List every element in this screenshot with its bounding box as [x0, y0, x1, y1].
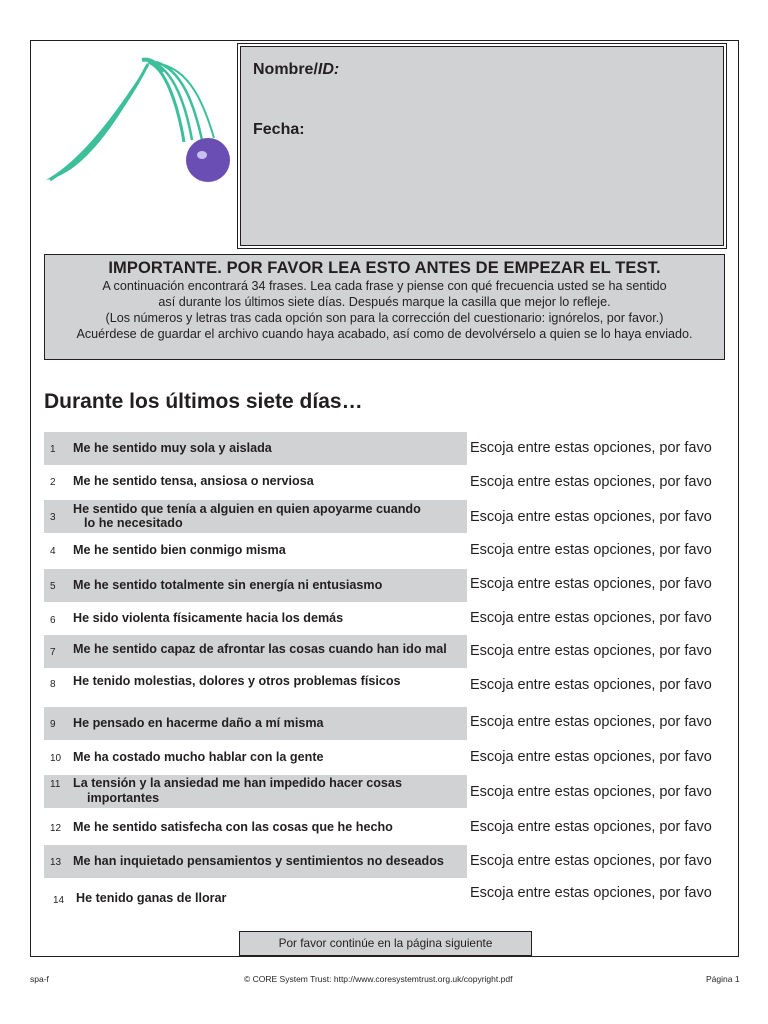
question-text: Me he sentido tensa, ansiosa o nerviosa — [73, 474, 314, 488]
question-number: 11 — [50, 779, 61, 790]
question-row — [44, 534, 467, 567]
answer-dropdown[interactable]: Escoja entre estas opciones, por favo — [470, 784, 712, 800]
question-text: Me he sentido bien conmigo misma — [73, 543, 286, 557]
question-number: 2 — [50, 477, 56, 488]
answer-dropdown[interactable]: Escoja entre estas opciones, por favo — [470, 610, 712, 626]
question-text: La tensión y la ansiedad me han impedido hacer cosas — [73, 776, 402, 790]
core-logo-icon — [44, 56, 234, 186]
question-row — [44, 775, 467, 808]
question-row — [44, 603, 467, 636]
answer-dropdown[interactable]: Escoja entre estas opciones, por favo — [470, 576, 712, 592]
question-row — [44, 811, 467, 844]
question-number: 12 — [50, 823, 62, 834]
answer-dropdown[interactable]: Escoja entre estas opciones, por favo — [470, 542, 712, 558]
footer-page-number: Página 1 — [706, 974, 740, 984]
question-row — [44, 668, 467, 701]
answer-dropdown[interactable]: Escoja entre estas opciones, por favo — [470, 474, 712, 490]
question-number: 3 — [50, 512, 56, 523]
question-text: Me han inquietado pensamientos y sentimientos no deseados — [73, 854, 444, 868]
question-row — [44, 432, 467, 465]
question-number: 14 — [53, 895, 65, 906]
footer-code: spa-f — [30, 974, 49, 984]
question-text: He pensado en hacerme daño a mí misma — [73, 716, 324, 730]
question-row — [44, 879, 467, 912]
question-number: 7 — [50, 647, 56, 658]
question-number: 6 — [50, 615, 56, 626]
answer-dropdown[interactable]: Escoja entre estas opciones, por favo — [470, 440, 712, 456]
footer-copyright: © CORE System Trust: http://www.coresystemtrust.org.uk/copyright.pdf — [244, 974, 513, 984]
question-row — [44, 741, 467, 774]
instructions-line: así durante los últimos siete días. Después marque la casilla que mejor lo refleje. — [158, 295, 611, 309]
question-text: lo he necesitado — [84, 516, 183, 530]
continue-notice: Por favor continúe en la página siguiente — [239, 931, 532, 956]
instructions-line: (Los números y letras tras cada opción son para la corrección del cuestionario: ignórelos, por favor.) — [105, 311, 664, 325]
answer-dropdown[interactable]: Escoja entre estas opciones, por favo — [470, 714, 712, 730]
question-text: Me ha costado mucho hablar con la gente — [73, 750, 324, 764]
instructions-heading: IMPORTANTE. POR FAVOR LEA ESTO ANTES DE EMPEZAR EL TEST. — [108, 259, 661, 277]
answer-dropdown[interactable]: Escoja entre estas opciones, por favo — [470, 853, 712, 869]
question-text: He tenido molestias, dolores y otros problemas físicos — [73, 674, 401, 688]
question-text: Me he sentido satisfecha con las cosas que he hecho — [73, 820, 393, 834]
answer-dropdown[interactable]: Escoja entre estas opciones, por favo — [470, 677, 712, 693]
answer-dropdown[interactable]: Escoja entre estas opciones, por favo — [470, 885, 712, 901]
question-row — [44, 707, 467, 740]
instructions-line: A continuación encontrará 34 frases. Lea cada frase y piense con qué frecuencia usted se ha sentido — [102, 279, 667, 293]
question-text: Me he sentido muy sola y aislada — [73, 441, 272, 455]
instructions-line: Acuérdese de guardar el archivo cuando haya acabado, así como de devolvérselo a quien se lo haya enviado. — [76, 327, 693, 341]
section-heading: Durante los últimos siete días… — [44, 390, 363, 413]
question-row — [44, 500, 467, 533]
question-number: 1 — [50, 444, 56, 455]
answer-dropdown[interactable]: Escoja entre estas opciones, por favo — [470, 819, 712, 835]
question-number: 4 — [50, 546, 56, 557]
instructions-box — [44, 254, 725, 360]
question-number: 5 — [50, 581, 56, 592]
answer-dropdown[interactable]: Escoja entre estas opciones, por favo — [470, 509, 712, 525]
question-number: 9 — [50, 719, 56, 730]
question-text: Me he sentido capaz de afrontar las cosas cuando han ido mal — [73, 642, 447, 656]
question-row — [44, 466, 467, 499]
question-text: He tenido ganas de llorar — [76, 891, 227, 905]
question-text: He sentido que tenía a alguien en quien apoyarme cuando — [73, 502, 421, 516]
name-id-label: Nombre/ID: — [253, 61, 340, 78]
question-number: 13 — [50, 857, 62, 868]
question-row — [44, 569, 467, 602]
question-text: He sido violenta físicamente hacia los demás — [73, 611, 344, 625]
question-row — [44, 635, 467, 668]
question-row — [44, 845, 467, 878]
question-number: 8 — [50, 679, 56, 690]
answer-dropdown[interactable]: Escoja entre estas opciones, por favo — [470, 643, 712, 659]
answer-dropdown[interactable]: Escoja entre estas opciones, por favo — [470, 749, 712, 765]
date-label: Fecha: — [253, 121, 305, 138]
question-text: Me he sentido totalmente sin energía ni entusiasmo — [73, 578, 383, 592]
question-text: importantes — [87, 791, 160, 805]
identity-box — [240, 46, 724, 246]
question-number: 10 — [50, 753, 62, 764]
